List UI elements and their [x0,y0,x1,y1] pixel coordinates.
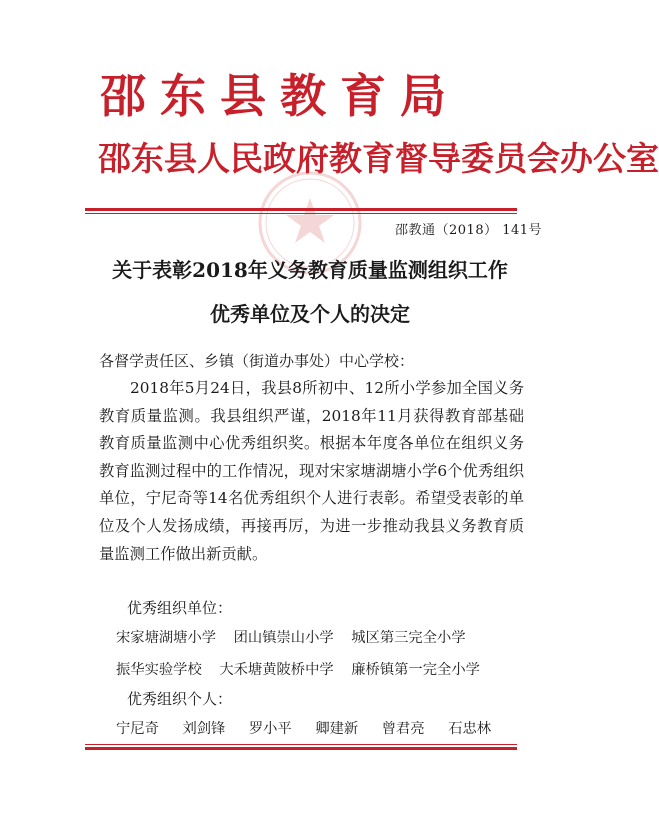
individuals-row [116,718,536,738]
person-name: 曾君亮 [381,721,425,737]
unit-name: 城区第三完全小学 [351,630,466,646]
person-name: 石忠林 [448,721,492,737]
header-divider-thin [85,213,517,214]
header-divider-thick [85,208,517,211]
unit-name: 振华实验学校 [116,662,202,678]
units-row [116,659,536,679]
excellent-units-label: 优秀组织单位： [127,599,233,617]
issuing-organization-secondary: 邵东县人民政府教育督导委员会办公室 [98,139,659,178]
footer-divider-thick [85,747,517,750]
units-row [116,627,536,647]
unit-name: 宋家塘湖塘小学 [116,630,217,646]
footer-divider-thin [85,744,517,745]
document-subtitle: 优秀单位及个人的决定 [210,302,410,326]
excellent-individuals-label: 优秀组织个人： [127,690,233,708]
document-number: 邵教通（2018） 141号 [395,223,543,238]
unit-name: 团山镇崇山小学 [233,630,334,646]
salutation: 各督学责任区、乡镇（街道办事处）中心学校： [99,352,415,370]
person-name: 刘剑锋 [182,721,226,737]
person-name: 卿建新 [315,721,359,737]
unit-name: 大禾塘黄陂桥中学 [219,662,334,678]
person-name: 罗小平 [248,721,292,737]
person-name: 宁尼奇 [116,721,159,737]
document-title: 关于表彰2018年义务教育质量监测组织工作 [112,258,508,282]
unit-name: 廉桥镇第一完全小学 [351,662,480,678]
issuing-organization-primary: 邵东县教育局 [100,69,460,123]
body-paragraph: 2018年5月24日，我县8所初中、12所小学参加全国义务教育质量监测。我县组织严谨，2018年11月获得教育部基础教育质量监测中心优秀组织奖。根据本年度各单位在组织义务教育监测过程中的工作情况，现对宋家塘湖塘小学6个优秀组织单位，宁尼奇等14名优秀组织个人进行表彰。希望受表彰的单位及个人发扬成绩，再接再厉，为进一步推动我县义务教育质量监测工作做出新贡献。 [99,379,524,563]
